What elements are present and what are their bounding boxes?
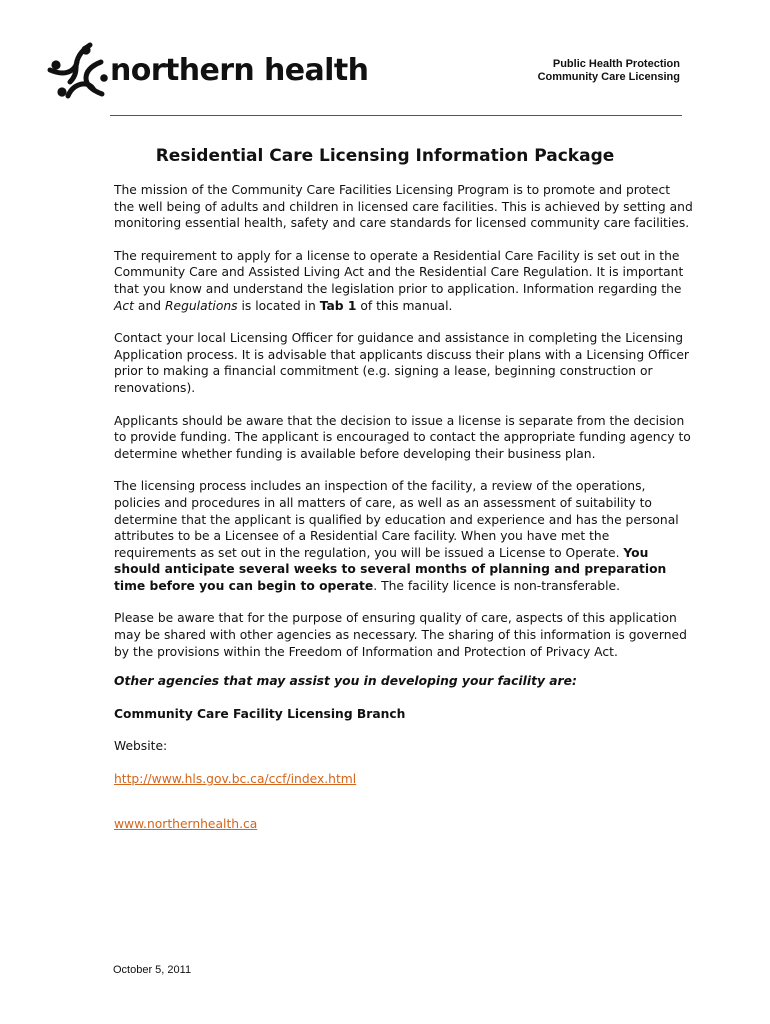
connector-located: is located in bbox=[237, 298, 320, 313]
northernhealth-website-link[interactable]: www.northernhealth.ca bbox=[114, 816, 258, 831]
ccf-link-line bbox=[114, 771, 694, 788]
link-spacer bbox=[114, 804, 694, 816]
footer-date: October 5, 2011 bbox=[113, 964, 192, 976]
branch-name: Community Care Facility Licensing Branch bbox=[114, 706, 406, 721]
paragraph-requirements bbox=[114, 248, 694, 314]
agencies-heading: Other agencies that may assist you in developing your facility are: bbox=[114, 674, 577, 689]
logo-wordmark: northern health bbox=[110, 53, 369, 88]
nh-link-line bbox=[114, 816, 694, 833]
header-divider bbox=[110, 115, 682, 116]
paragraph-requirements-text: The requirement to apply for a license to operate a Residential Care Facility is set out in the Community Care and Assisted Living Act and the Residential Care Regulation. It is important that you know and understand the legislation prior to application. Information regarding the bbox=[114, 248, 684, 296]
department-heading bbox=[538, 58, 680, 84]
northern-health-logo bbox=[46, 40, 369, 106]
department-line-1: Public Health Protection bbox=[552, 58, 680, 70]
department-line-2: Community Care Licensing bbox=[537, 71, 680, 83]
northern-health-logo-icon bbox=[46, 40, 108, 106]
regulations-term: Regulations bbox=[164, 298, 238, 313]
paragraph-privacy: Please be aware that for the purpose of ensuring quality of care, aspects of this application may be shared with other agencies as necessary. The sharing of this information is governed by the provisions within the Freedom of Information and Protection of Privacy Act. bbox=[114, 611, 687, 659]
paragraph-process-text: The licensing process includes an inspection of the facility, a review of the operations, policies and procedures in all matters of care, as well as an assessment of suitability to determine that the applicant is qualified by education and experience and has the personal attributes to be a Licensee of a Residential Care facility. When you have met the requirements as set out in the regulation, you will be issued a License to Operate. bbox=[114, 479, 679, 560]
connector-manual: of this manual. bbox=[356, 298, 453, 313]
paragraph-process-end: . The facility licence is non-transferable. bbox=[373, 578, 620, 593]
tab-reference: Tab 1 bbox=[319, 298, 357, 313]
ccf-website-link[interactable]: http://www.hls.gov.bc.ca/ccf/index.html bbox=[114, 772, 357, 787]
planning-notice: You should anticipate several weeks to several months of planning and preparation time before you can begin to operate bbox=[114, 545, 667, 593]
document-body bbox=[114, 182, 694, 848]
paragraph-process bbox=[114, 478, 694, 594]
paragraph-funding: Applicants should be aware that the decision to issue a license is separate from the decision to provide funding. The applicant is encouraged to contact the appropriate funding agency to determine whether funding is available before developing their business plan. bbox=[114, 413, 691, 461]
connector-and: and bbox=[134, 298, 165, 313]
document-title: Residential Care Licensing Information Package bbox=[155, 146, 615, 166]
paragraph-contact: Contact your local Licensing Officer for guidance and assistance in completing the Licensing Application process. It is advisable that applicants discuss their plans with a Licensing Officer prior to making a financial commitment (e.g. signing a lease, beginning construction or renovations). bbox=[114, 331, 689, 395]
paragraph-mission: The mission of the Community Care Facilities Licensing Program is to promote and protect the well being of adults and children in licensed care facilities. This is achieved by setting and monitoring essential health, safety and care standards for licensed community care facilities. bbox=[114, 183, 693, 231]
act-term: Act bbox=[114, 298, 134, 313]
website-label: Website: bbox=[114, 739, 168, 754]
